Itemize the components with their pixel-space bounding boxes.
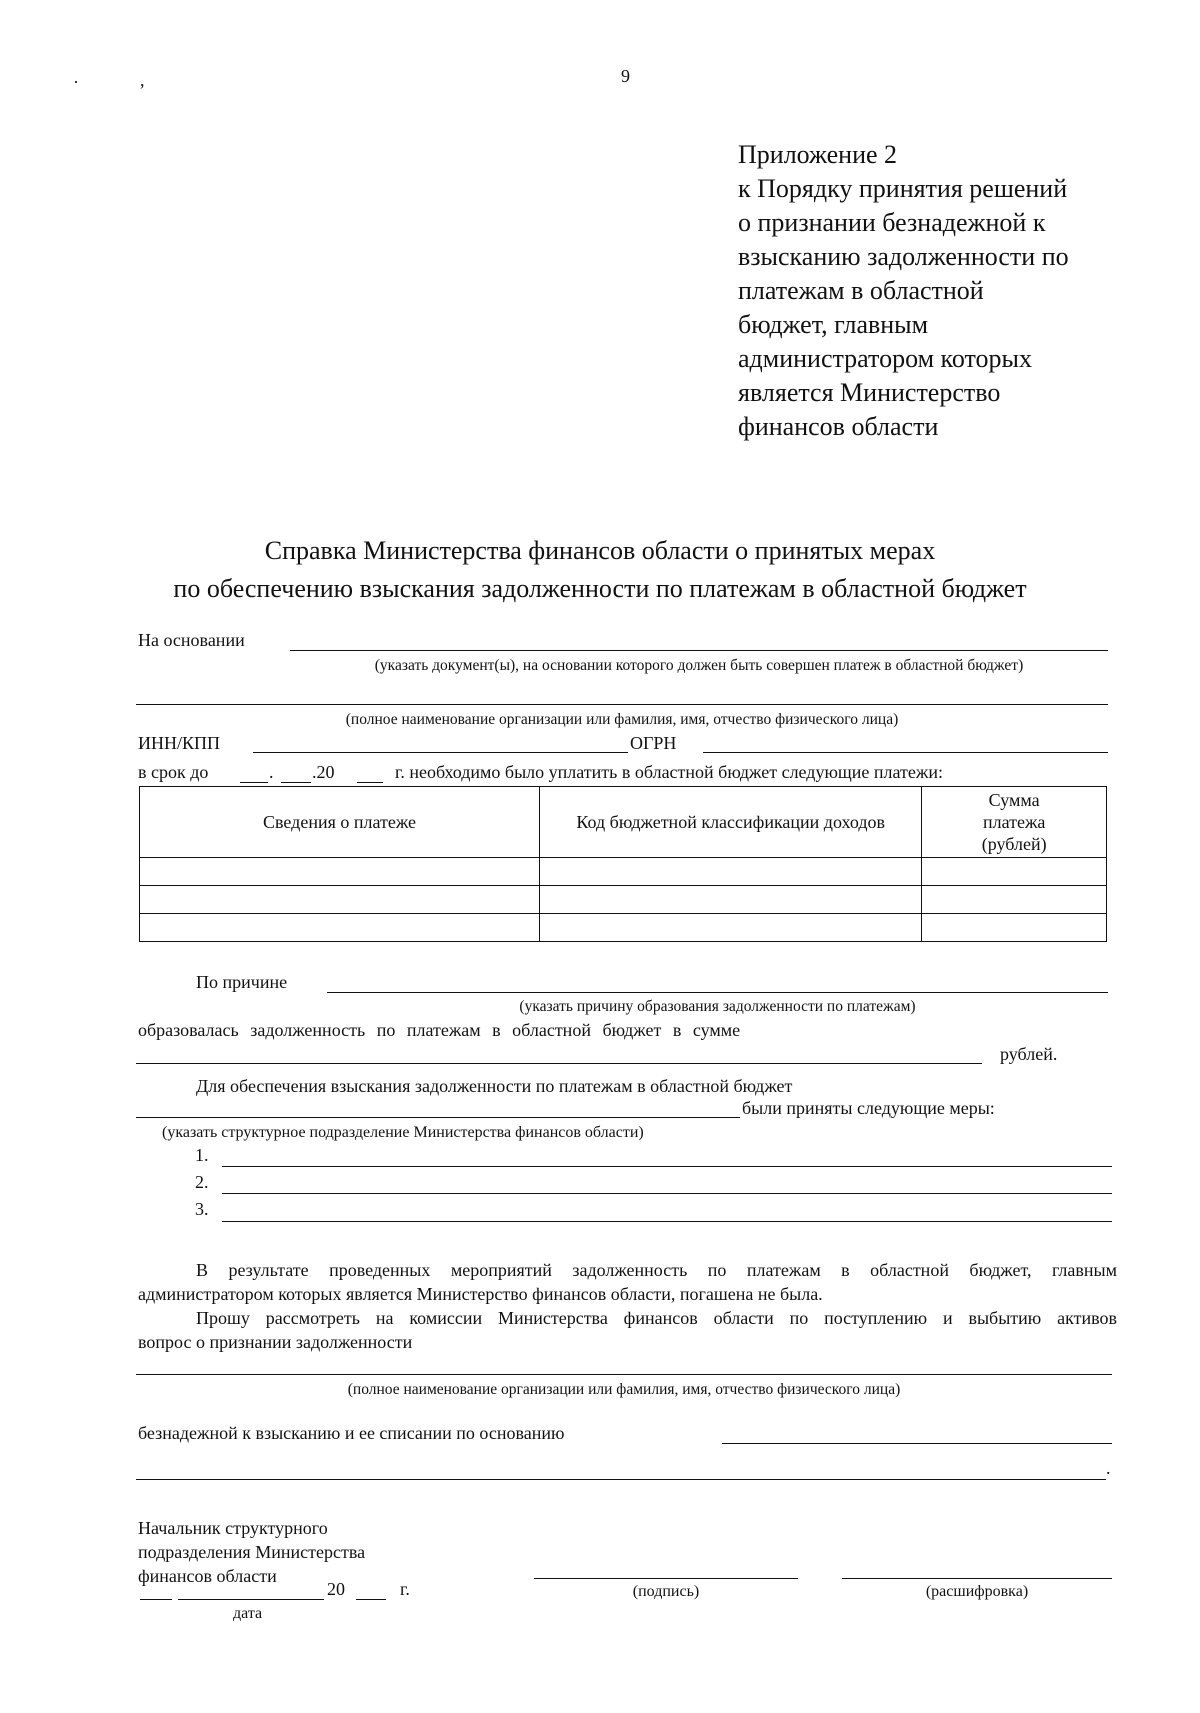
table-header-row <box>140 787 1107 858</box>
department-caption: (указать структурное подразделение Министерства финансов области) <box>162 1124 644 1141</box>
measures-taken: были приняты следующие меры: <box>742 1098 995 1118</box>
date-day-field[interactable] <box>140 1599 172 1600</box>
basis-field[interactable] <box>290 650 1108 651</box>
deadline-prefix: в срок до <box>138 762 209 782</box>
deadline-dot: . <box>269 762 274 782</box>
debt-text: образовалась задолженность по платежам в областной бюджет в сумме <box>138 1020 741 1040</box>
org-name-field[interactable] <box>136 704 1108 705</box>
sum-header-line: платежа <box>982 812 1046 832</box>
table-cell[interactable] <box>922 886 1107 914</box>
inn-kpp-label: ИНН/КПП <box>138 733 221 753</box>
appendix-line: является Министерство <box>738 378 1001 407</box>
table-row <box>140 914 1107 942</box>
ogrn-field[interactable] <box>703 752 1108 753</box>
scan-mark: , <box>140 70 145 90</box>
signature-decode-field[interactable] <box>842 1578 1112 1579</box>
table-cell[interactable] <box>922 914 1107 942</box>
inn-kpp-field[interactable] <box>253 752 628 753</box>
col-payment-info: Сведения о платеже <box>140 787 540 858</box>
debtor-name-field[interactable] <box>136 1374 1112 1375</box>
end-dot: . <box>1106 1458 1111 1478</box>
document-title <box>0 532 1200 608</box>
reason-label: По причине <box>196 972 288 992</box>
position-line: подразделения Министерства <box>138 1542 366 1562</box>
measure-number: 1. <box>195 1145 209 1165</box>
signature-field[interactable] <box>534 1578 798 1579</box>
table-cell[interactable] <box>540 858 922 886</box>
reason-field[interactable] <box>327 992 1108 993</box>
debt-amount-field[interactable] <box>136 1063 982 1064</box>
basis-caption: (указать документ(ы), на основании которого должен быть совершен платеж в областной бюджет) <box>374 657 1024 674</box>
measure-number: 3. <box>195 1199 209 1219</box>
measure-field-1[interactable] <box>222 1166 1112 1167</box>
payments-table <box>139 786 1107 942</box>
result-para-2-start: Прошу рассмотреть на комиссии Министерства финансов области по поступлению и выбытию активов <box>196 1308 1117 1328</box>
date-year-suffix: г. <box>400 1579 410 1599</box>
table-cell[interactable] <box>922 858 1107 886</box>
sum-header-line: (рублей) <box>981 834 1047 854</box>
position-line: Начальник структурного <box>138 1518 328 1538</box>
appendix-line: Приложение 2 <box>738 140 898 169</box>
appendix-line: бюджет, главным <box>738 310 929 339</box>
result-para-1-start: В результате проведенных мероприятий задолженность по платежам в областной бюджет, главным <box>196 1260 1117 1280</box>
result-para-2-end: вопрос о признании задолженности <box>138 1332 413 1352</box>
appendix-line: платежам в областной <box>738 276 984 305</box>
write-off-basis-field[interactable] <box>722 1443 1112 1444</box>
appendix-line: финансов области <box>738 412 939 441</box>
table-row <box>140 886 1107 914</box>
appendix-line: о признании безнадежной к <box>738 208 1046 237</box>
appendix-line: взысканию задолженности по <box>738 242 1069 271</box>
write-off-basis-field-2[interactable] <box>136 1479 1106 1480</box>
table-cell[interactable] <box>140 858 540 886</box>
deadline-year-field[interactable] <box>357 782 383 783</box>
date-caption: дата <box>233 1605 263 1622</box>
signature-decode-caption: (расшифровка) <box>925 1583 1029 1600</box>
appendix-line: администратором которых <box>738 344 1032 373</box>
measure-field-2[interactable] <box>222 1193 1112 1194</box>
appendix-block <box>738 138 1178 444</box>
measure-field-3[interactable] <box>222 1221 1112 1222</box>
rubles-label: рублей. <box>1000 1044 1058 1064</box>
col-budget-code: Код бюджетной классификации доходов <box>540 787 922 858</box>
appendix-line: к Порядку принятия решений <box>738 174 1068 203</box>
ogrn-label: ОГРН <box>630 733 677 753</box>
table-row <box>140 858 1107 886</box>
col-payment-sum <box>922 787 1107 858</box>
org-name-caption: (полное наименование организации или фамилия, имя, отчество физического лица) <box>345 711 899 728</box>
title-line-2: по обеспечению взыскания задолженности по платежам в областной бюджет <box>173 574 1027 603</box>
date-year-field[interactable] <box>356 1599 386 1600</box>
basis-label: На основании <box>138 630 245 650</box>
page-number: 9 <box>621 66 630 86</box>
deadline-day-field[interactable] <box>240 782 268 783</box>
deadline-suffix: г. необходимо было уплатить в областной бюджет следующие платежи: <box>395 762 943 782</box>
position-title <box>138 1516 365 1588</box>
scan-mark: · <box>73 72 79 92</box>
department-field[interactable] <box>136 1117 740 1118</box>
measure-number: 2. <box>195 1172 209 1192</box>
signature-caption: (подпись) <box>632 1583 700 1600</box>
deadline-year-prefix: .20 <box>312 762 335 782</box>
debtor-name-caption: (полное наименование организации или фамилия, имя, отчество физического лица) <box>347 1381 901 1398</box>
date-month-field[interactable] <box>178 1599 324 1600</box>
position-line: финансов области <box>138 1566 277 1586</box>
measures-intro: Для обеспечения взыскания задолженности по платежам в областной бюджет <box>196 1076 793 1096</box>
sum-header-line: Сумма <box>988 790 1040 810</box>
table-cell[interactable] <box>140 886 540 914</box>
table-cell[interactable] <box>540 914 922 942</box>
date-year-prefix: 20 <box>327 1579 345 1599</box>
table-cell[interactable] <box>540 886 922 914</box>
result-para-1-end: администратором которых является Министерство финансов области, погашена не была. <box>138 1284 823 1304</box>
title-line-1: Справка Министерства финансов области о принятых мерах <box>264 536 936 565</box>
table-cell[interactable] <box>140 914 540 942</box>
reason-caption: (указать причину образования задолженности по платежам) <box>519 998 916 1015</box>
deadline-month-field[interactable] <box>281 782 311 783</box>
hopeless-text: безнадежной к взысканию и ее списании по основанию <box>138 1423 565 1443</box>
